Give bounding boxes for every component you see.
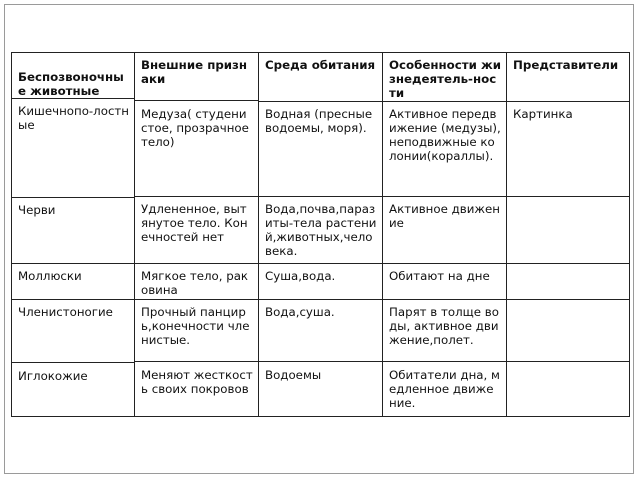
row5-features: Меняют жесткость своих покровов — [141, 368, 253, 396]
row2-habitat: Вода,почва,паразиты-тела растений,животных,человека. — [265, 202, 377, 258]
header-habitat: Среда обитания — [265, 58, 376, 72]
table-top-border — [11, 52, 630, 53]
row1-life: Активное передвижение (медузы), неподвижные колонии(кораллы). — [389, 107, 501, 163]
row4-features: Прочный панцирь,конечности членистые. — [141, 305, 250, 347]
header-features: Внешние признаки — [141, 58, 248, 86]
row5-animal: Иглокожие — [18, 369, 88, 383]
row5-habitat: Водоемы — [265, 368, 322, 382]
header-examples: Представители — [513, 58, 619, 72]
c2-rule-1 — [134, 100, 259, 101]
row2-features: Удлененное, вытянутое тело. Конечностей нет — [141, 202, 248, 244]
c3-rule-3 — [258, 263, 383, 264]
row2-animal: Черви — [18, 203, 56, 217]
c5-rule-3 — [506, 263, 630, 264]
table-bottom-border — [11, 416, 630, 417]
header-life: Особенности жизнедеятель-ности — [389, 58, 501, 100]
c4-rule-4 — [382, 299, 507, 300]
c1-rule-2 — [11, 197, 135, 198]
c2-rule-3 — [134, 263, 259, 264]
c3-rule-1 — [258, 101, 383, 102]
c5-rule-4 — [506, 299, 630, 300]
c3-rule-4 — [258, 299, 383, 300]
row5-examples — [507, 365, 629, 371]
c2-rule-5 — [134, 361, 259, 362]
c4-rule-5 — [382, 361, 507, 362]
row1-features: Медуза( студенистое, прозрачное тело) — [141, 107, 249, 149]
c5-rule-2 — [506, 196, 630, 197]
c2-rule-2 — [134, 196, 259, 197]
c4-rule-2 — [382, 196, 507, 197]
row5-life: Обитатели дна, медленное движение. — [389, 368, 500, 410]
row2-life: Активное движение — [389, 202, 500, 230]
row2-examples — [507, 199, 629, 205]
c1-rule-5 — [11, 362, 135, 363]
c3-rule-5 — [258, 361, 383, 362]
row3-examples — [507, 266, 629, 272]
row1-animal: Кишечнопо-лостные — [18, 104, 130, 132]
row4-animal: Членистоногие — [18, 305, 113, 319]
row4-habitat: Вода,суша. — [265, 305, 335, 319]
row3-life: Обитают на дне — [389, 269, 490, 283]
row4-examples — [507, 302, 629, 308]
table-right-border — [629, 52, 630, 417]
c1-rule-3 — [11, 263, 135, 264]
row3-habitat: Суша,вода. — [265, 269, 336, 283]
row4-life: Парят в толще воды, активное движение,полет. — [389, 305, 499, 347]
row3-features: Мягкое тело, раковина — [141, 269, 249, 297]
c4-rule-3 — [382, 263, 507, 264]
row3-animal: Моллюски — [18, 269, 82, 283]
row1-habitat: Водная (пресные водоемы, моря). — [265, 107, 373, 135]
c5-rule-5 — [506, 361, 630, 362]
c5-rule-1 — [506, 101, 630, 102]
row1-examples: Картинка — [513, 107, 573, 121]
header-animals: Беспозвоночные животные — [18, 70, 124, 98]
c1-rule-4 — [11, 299, 135, 300]
c3-rule-2 — [258, 196, 383, 197]
